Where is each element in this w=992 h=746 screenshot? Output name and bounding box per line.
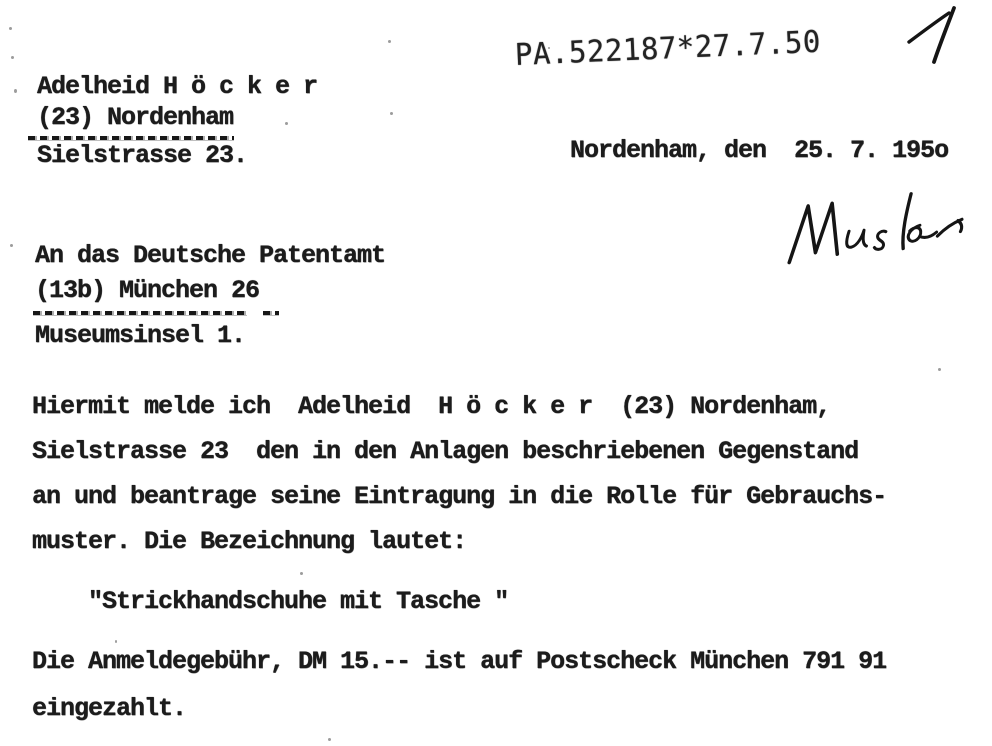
muster-m-stroke (789, 203, 839, 263)
body-line: muster. Die Bezeichnung lautet: (32, 527, 467, 556)
scan-speck (390, 112, 393, 115)
sender-street-line: Sielstrasse 23. (37, 141, 248, 170)
recipient-city-line: (13b) München 26 (35, 276, 260, 305)
muster-e-loop-stroke (908, 224, 937, 241)
muster-s-stroke (874, 231, 886, 250)
scan-speck (10, 244, 13, 247)
designation-quote-line: "Strickhandschuhe mit Tasche " (88, 587, 509, 616)
date-line: Nordenham, den 25. 7. 195o (570, 136, 949, 165)
sender-underline (28, 136, 234, 140)
body-line: an und beantrage seine Eintragung in die Rolle für Gebrauchs- (32, 482, 887, 511)
scan-speck (285, 122, 288, 125)
body-line: Hiermit melde ich Adelheid H ö c k e r (23) Nordenham, (32, 392, 831, 421)
scan-speck (115, 640, 117, 643)
recipient-street-line: Museumsinsel 1. (35, 321, 246, 350)
recipient-underline-dash (263, 311, 279, 315)
scan-speck (14, 89, 17, 93)
body-line: Sielstrasse 23 den in den Anlagen beschriebenen Gegenstand (32, 437, 859, 466)
recipient-office-line: An das Deutsche Patentamt (35, 241, 386, 270)
scan-speck (9, 27, 12, 30)
scan-speck (328, 738, 331, 741)
sender-name-line: Adelheid H ö c k e r (37, 72, 318, 101)
fee-line: Die Anmeldegebühr, DM 15.-- ist auf Postscheck München 791 91 (32, 647, 887, 676)
fee-line: eingezahlt. (32, 694, 187, 723)
scan-speck (300, 572, 303, 575)
muster-u-stroke (847, 230, 867, 248)
scan-speck (388, 40, 391, 43)
handwritten-muster-text (0, 0, 1, 1)
scan-speck (11, 56, 14, 59)
muster-r-stroke (937, 219, 961, 236)
handwritten-page-number (903, 5, 963, 65)
recipient-underline (33, 311, 247, 315)
scan-speck (938, 368, 941, 371)
handwritten-page-number-text (0, 0, 1, 1)
handwritten-muster-note (785, 181, 977, 275)
registry-stamp: PA.522187*27.7.50 (514, 24, 822, 73)
sender-city-line: (23) Nordenham (37, 103, 234, 132)
